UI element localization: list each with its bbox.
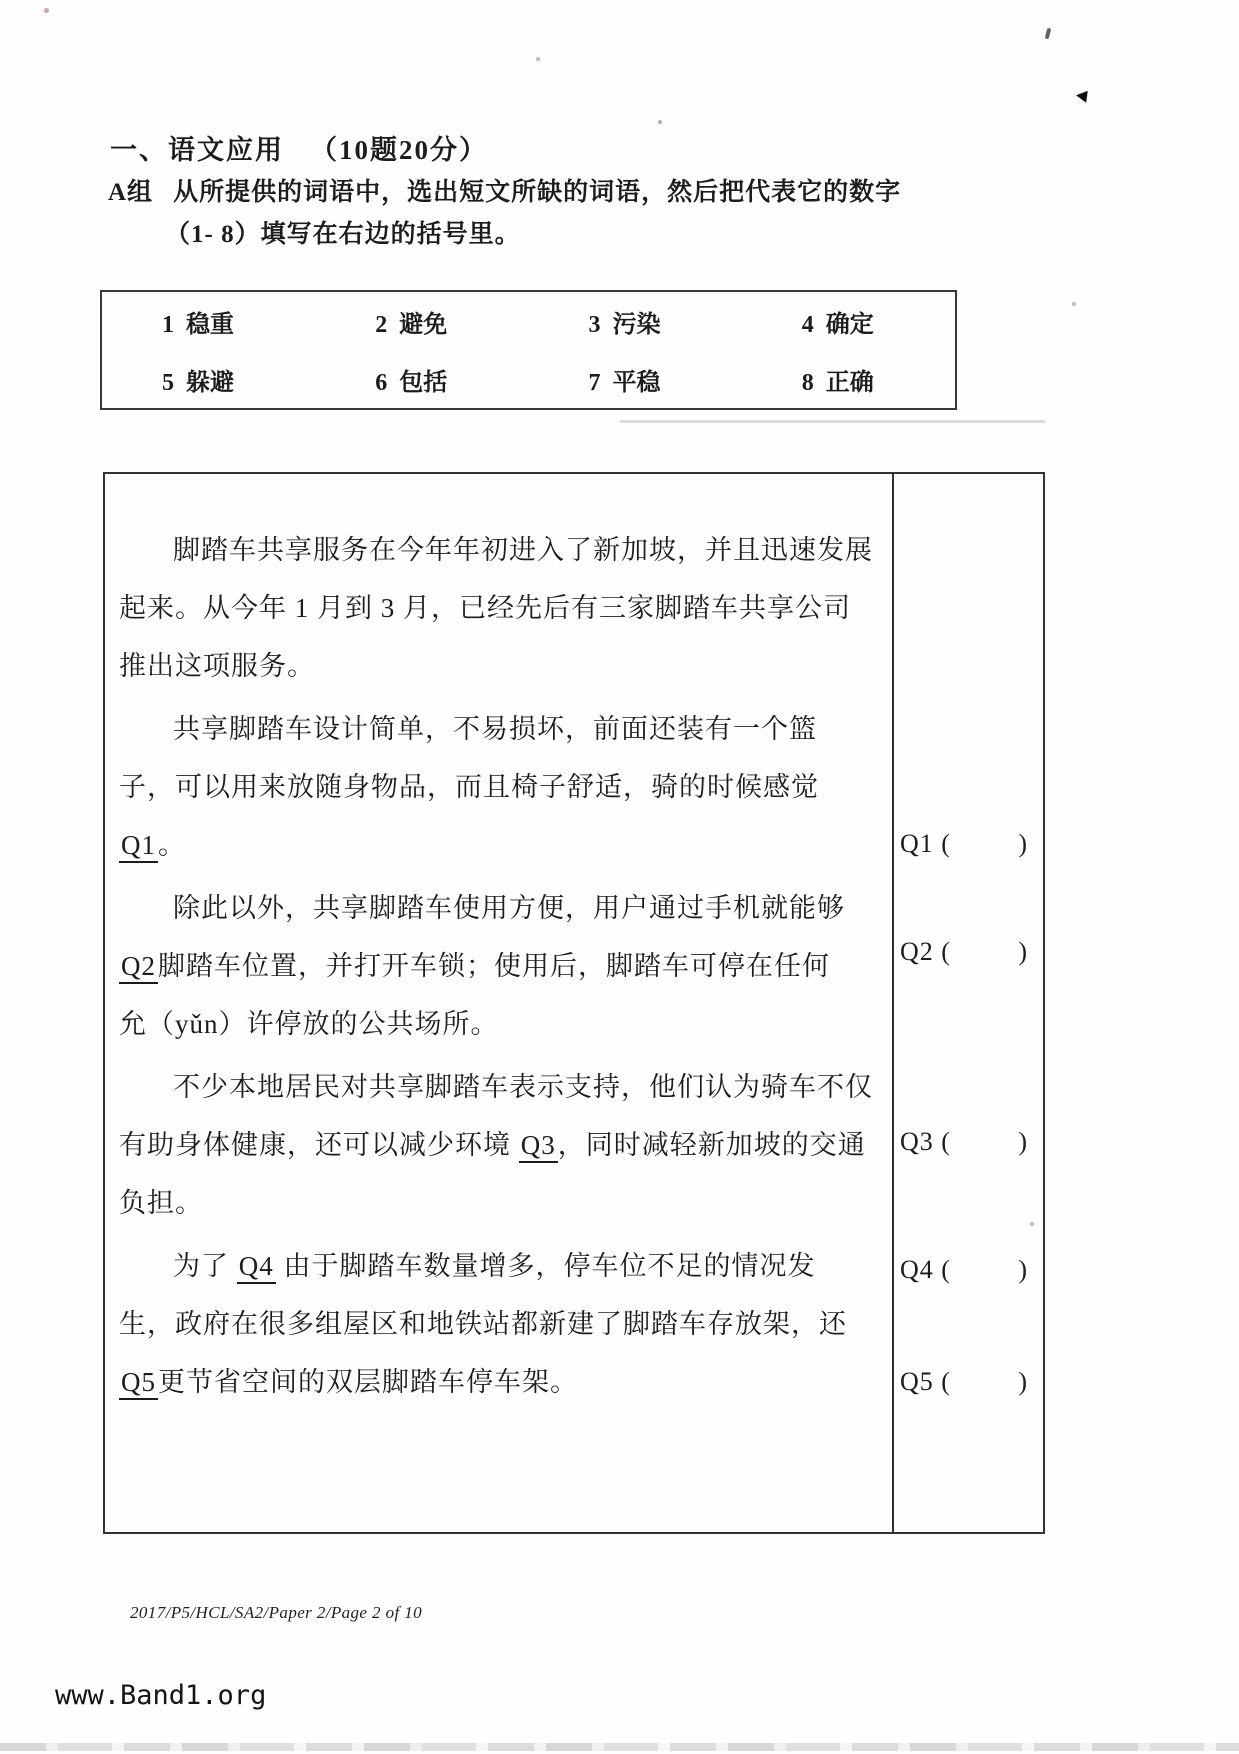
answer-slot-q2 xyxy=(900,937,1028,967)
wordbank-word: 稳重 xyxy=(186,311,234,338)
answer-close: ) xyxy=(1018,937,1028,966)
answer-slot-q1 xyxy=(900,829,1028,859)
scan-artifact xyxy=(44,8,49,13)
blank-q3: Q3 xyxy=(519,1130,558,1163)
wordbank-number: 4 xyxy=(801,311,814,338)
wordbank-word: 平稳 xyxy=(612,369,661,396)
answer-slot-q4 xyxy=(900,1255,1028,1285)
wordbank-item-7 xyxy=(529,362,742,397)
watermark: www.Band1.org xyxy=(55,1680,267,1711)
scan-artifact xyxy=(620,420,1045,423)
section-name: 语文应用 xyxy=(168,135,284,165)
instruction-line-2: （1- 8）填写在右边的括号里。 xyxy=(165,221,521,248)
answer-open: Q3 ( xyxy=(900,1127,951,1156)
scan-artifact xyxy=(1075,89,1088,102)
instruction-text-1: 从所提供的词语中，选出短文所缺的词语，然后把代表它的数字 xyxy=(173,179,902,206)
wordbank-word: 污染 xyxy=(612,311,661,338)
passage-text: 生，政府在很多组屋区和地铁站都新建了脚踏车存放架，还 xyxy=(119,1309,847,1339)
passage-text: 起来。从今年 1 月到 3 月，已经先后有三家脚踏车共享公司 xyxy=(119,593,851,623)
passage-text: 除此以外，共享脚踏车使用方便，用户通过手机就能够 xyxy=(173,893,845,923)
scan-artifact xyxy=(1030,1222,1034,1226)
word-bank-box xyxy=(100,290,957,410)
passage-text: 脚踏车共享服务在今年年初进入了新加坡，并且迅速发展 xyxy=(173,535,873,565)
wordbank-item-2 xyxy=(315,304,528,339)
answer-open: Q4 ( xyxy=(900,1255,951,1284)
passage-text: 子，可以用来放随身物品，而且椅子舒适，骑的时候感觉 xyxy=(119,772,819,802)
wordbank-item-8 xyxy=(742,362,955,397)
scan-artifact xyxy=(1072,302,1076,306)
section-number: 一、 xyxy=(110,135,168,165)
wordbank-item-5 xyxy=(102,362,315,397)
passage-text: 脚踏车位置，并打开车锁；使用后，脚踏车可停在任何 xyxy=(158,951,830,981)
wordbank-number: 6 xyxy=(375,369,388,396)
scan-artifact xyxy=(658,120,662,124)
passage-text: 由于脚踏车数量增多，停车位不足的情况发 xyxy=(275,1251,816,1281)
answer-close: ) xyxy=(1018,1367,1028,1396)
passage-box xyxy=(103,472,1045,1534)
scan-artifact xyxy=(536,57,540,61)
wordbank-item-1 xyxy=(102,304,315,339)
scan-artifact xyxy=(1045,28,1052,40)
section-title xyxy=(110,128,488,167)
passage-text: 推出这项服务。 xyxy=(119,651,315,681)
section-marks: （10题20分） xyxy=(310,135,488,165)
passage-text: 更节省空间的双层脚踏车停车架。 xyxy=(158,1367,578,1397)
wordbank-word: 确定 xyxy=(825,311,874,338)
blank-q2: Q2 xyxy=(119,951,158,984)
passage-text: 共享脚踏车设计简单，不易损坏，前面还装有一个篮 xyxy=(173,714,817,744)
wordbank-number: 1 xyxy=(162,311,174,338)
blank-q1: Q1 xyxy=(119,830,158,863)
wordbank-number: 7 xyxy=(588,369,601,396)
wordbank-number: 3 xyxy=(588,311,601,338)
wordbank-number: 8 xyxy=(801,369,814,396)
passage-text: 不少本地居民对共享脚踏车表示支持，他们认为骑车不仅 xyxy=(173,1072,873,1102)
wordbank-word: 正确 xyxy=(825,369,874,396)
passage-text: 为了 xyxy=(173,1251,237,1281)
wordbank-word: 避免 xyxy=(399,311,448,338)
answer-close: ) xyxy=(1018,829,1028,858)
wordbank-number: 2 xyxy=(375,311,388,338)
instruction-line-1 xyxy=(108,172,901,208)
wordbank-word: 躲避 xyxy=(186,369,234,396)
wordbank-item-6 xyxy=(315,362,528,397)
answer-open: Q2 ( xyxy=(900,937,951,966)
answer-close: ) xyxy=(1018,1255,1028,1284)
scan-artifact-strip xyxy=(0,1743,1239,1751)
group-label: A组 xyxy=(108,179,154,206)
blank-q5: Q5 xyxy=(119,1367,158,1400)
answer-slot-q5 xyxy=(900,1367,1028,1397)
page-reference: 2017/P5/HCL/SA2/Paper 2/Page 2 of 10 xyxy=(130,1603,423,1622)
wordbank-word: 包括 xyxy=(399,369,448,396)
wordbank-item-4 xyxy=(742,304,955,339)
passage-text: 。 xyxy=(158,830,186,860)
passage-text: 负担。 xyxy=(119,1188,203,1218)
passage-text: 允（yǔn）许停放的公共场所。 xyxy=(119,1009,499,1039)
wordbank-item-3 xyxy=(529,304,742,339)
passage-text: 有助身体健康，还可以减少环境 xyxy=(119,1130,519,1160)
blank-q4: Q4 xyxy=(237,1251,276,1284)
answer-open: Q5 ( xyxy=(900,1367,951,1396)
answer-column xyxy=(105,474,1043,1532)
wordbank-number: 5 xyxy=(162,369,174,396)
answer-open: Q1 ( xyxy=(900,829,951,858)
answer-slot-q3 xyxy=(900,1127,1028,1157)
answer-close: ) xyxy=(1018,1127,1028,1156)
passage-text: ，同时减轻新加坡的交通 xyxy=(557,1130,866,1160)
